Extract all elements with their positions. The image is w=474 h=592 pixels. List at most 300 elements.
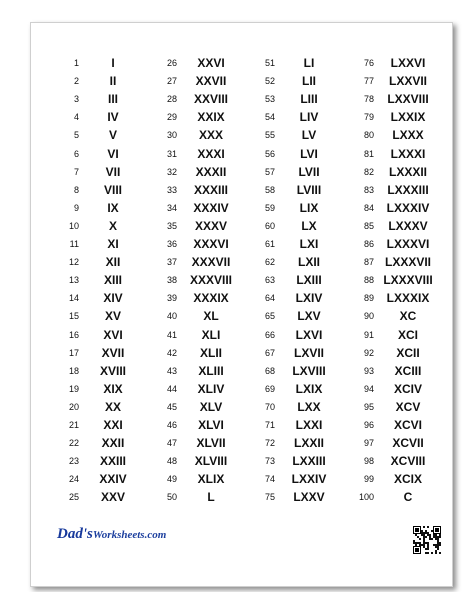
roman-numeral: XLVIII [194, 454, 228, 469]
roman-numeral: LXXVI [390, 56, 426, 70]
table-row [149, 182, 245, 199]
arabic-number: 51 [264, 58, 275, 68]
arabic-number: 7 [73, 166, 79, 177]
arabic-number: 93 [363, 365, 374, 376]
table-row [149, 327, 245, 344]
roman-numeral: LXX [297, 399, 321, 414]
arabic-number: 69 [264, 383, 275, 394]
table-row [149, 399, 245, 416]
table-row [346, 164, 442, 181]
roman-numeral: LXXXV [388, 218, 428, 233]
arabic-number: 50 [166, 492, 177, 503]
table-row [247, 471, 343, 488]
table-row [346, 55, 442, 72]
table-row [149, 272, 245, 289]
roman-numeral: XXXVIII [189, 273, 233, 288]
arabic-number: 5 [73, 130, 79, 141]
arabic-number: 88 [363, 275, 374, 286]
arabic-number: 78 [363, 94, 374, 105]
roman-numeral: XLVII [196, 436, 226, 451]
table-row [149, 417, 245, 434]
arabic-number: 58 [264, 184, 275, 195]
roman-numeral: LXI [299, 237, 319, 251]
arabic-number: 19 [68, 383, 79, 394]
arabic-number: 54 [264, 112, 275, 123]
roman-numeral: XIII [103, 273, 122, 288]
arabic-number: 3 [73, 94, 79, 105]
table-row [51, 109, 147, 126]
table-row [149, 254, 245, 271]
table-row [346, 218, 442, 235]
arabic-number: 75 [264, 492, 275, 503]
table-row [51, 164, 147, 181]
arabic-number: 20 [68, 401, 79, 412]
arabic-number: 60 [264, 220, 275, 231]
roman-numeral: XCVIII [390, 454, 426, 469]
roman-numeral: LXVI [295, 327, 323, 342]
table-row [247, 381, 343, 398]
logo-word-worksheets: Worksheets.com [92, 529, 167, 541]
table-row [51, 345, 147, 362]
table-row [149, 164, 245, 181]
arabic-number: 43 [166, 365, 177, 376]
table-row [247, 109, 343, 126]
roman-numeral: XCI [397, 327, 418, 342]
roman-numeral: LIX [299, 200, 319, 215]
arabic-number: 89 [363, 293, 374, 304]
roman-numeral: XV [104, 309, 121, 324]
arabic-number: 38 [166, 275, 177, 286]
arabic-number: 52 [264, 76, 275, 87]
roman-numeral: LXIV [295, 291, 323, 306]
arabic-number: 95 [363, 401, 374, 412]
roman-numeral: LXII [297, 255, 320, 270]
roman-numeral: LIV [299, 110, 319, 125]
arabic-number: 56 [264, 148, 275, 159]
roman-numeral: L [207, 490, 215, 505]
arabic-number: 32 [166, 166, 177, 177]
arabic-number: 74 [264, 474, 275, 485]
roman-numeral: LXXXII [388, 164, 427, 179]
arabic-number: 16 [68, 329, 79, 340]
roman-numeral: LVI [300, 146, 318, 161]
roman-numeral: VIII [103, 182, 122, 197]
roman-numeral-table [31, 23, 452, 503]
table-row [346, 327, 442, 344]
table-row [247, 308, 343, 325]
table-row [51, 417, 147, 434]
roman-numeral: XXIX [197, 110, 225, 125]
table-row [247, 218, 343, 235]
roman-numeral: XXXII [195, 164, 227, 179]
roman-numeral: XXXVI [193, 237, 229, 251]
table-row [149, 73, 245, 90]
arabic-number: 33 [166, 184, 177, 195]
arabic-number: 83 [363, 184, 374, 195]
table-row [247, 272, 343, 289]
table-row [247, 55, 343, 72]
arabic-number: 28 [166, 94, 177, 105]
table-row [51, 453, 147, 470]
roman-numeral: LI [303, 56, 315, 70]
arabic-number: 65 [264, 311, 275, 322]
roman-numeral: LXIX [295, 381, 323, 396]
roman-numeral: LXXV [293, 490, 325, 505]
table-row [247, 399, 343, 416]
table-row [247, 127, 343, 144]
table-row [346, 272, 442, 289]
arabic-number: 29 [166, 112, 177, 123]
table-row [149, 308, 245, 325]
table-row [51, 489, 147, 506]
arabic-number: 68 [264, 365, 275, 376]
table-row [247, 327, 343, 344]
table-row [51, 308, 147, 325]
arabic-number: 100 [358, 492, 374, 503]
roman-numeral: VI [107, 146, 119, 161]
roman-numeral: LXXIII [292, 454, 326, 469]
arabic-number: 64 [264, 293, 275, 304]
arabic-number: 55 [264, 130, 275, 141]
table-row [247, 254, 343, 271]
roman-numeral: XXX [198, 128, 223, 143]
roman-numeral: XLV [199, 399, 223, 414]
logo-word-dads: Dad's [57, 526, 93, 542]
roman-numeral: VII [105, 164, 121, 179]
table-row [51, 435, 147, 452]
arabic-number: 10 [68, 220, 79, 231]
table-row [346, 182, 442, 199]
roman-numeral: XXXIII [193, 182, 228, 197]
roman-numeral: XC [399, 309, 417, 324]
dadsworksheets-logo [57, 526, 166, 543]
arabic-number: 30 [166, 130, 177, 141]
roman-numeral: LXVII [293, 345, 324, 360]
roman-numeral: XLIX [197, 472, 225, 487]
arabic-number: 67 [264, 347, 275, 358]
roman-numeral: XCIX [393, 472, 422, 487]
roman-numeral: XCIII [394, 363, 422, 378]
table-row [149, 381, 245, 398]
table-row [51, 218, 147, 235]
table-row [51, 254, 147, 271]
roman-numeral: XIV [103, 291, 123, 306]
table-row [149, 453, 245, 470]
table-row [247, 164, 343, 181]
roman-numeral: XCVI [393, 418, 422, 432]
roman-numeral: XLII [199, 345, 222, 360]
table-row [247, 182, 343, 199]
arabic-number: 26 [166, 58, 177, 68]
roman-numeral: XXXVII [191, 255, 231, 270]
table-row [51, 55, 147, 72]
table-row [247, 146, 343, 163]
roman-numeral: LXVIII [292, 363, 326, 378]
roman-numeral: III [107, 92, 118, 107]
arabic-number: 82 [363, 166, 374, 177]
table-row [51, 381, 147, 398]
table-row [51, 471, 147, 488]
roman-numeral: LXXVII [388, 74, 427, 89]
roman-numeral: LXXXIV [386, 200, 430, 215]
arabic-number: 87 [363, 257, 374, 268]
arabic-number: 14 [68, 293, 79, 304]
roman-numeral: LII [302, 74, 316, 89]
roman-numeral: IX [107, 200, 119, 215]
roman-numeral: XX [104, 399, 121, 414]
arabic-number: 61 [264, 239, 275, 249]
roman-numeral: XCV [395, 399, 421, 414]
table-row [346, 489, 442, 506]
roman-numeral: XXIV [99, 472, 127, 487]
arabic-number: 45 [166, 401, 177, 412]
arabic-number: 62 [264, 257, 275, 268]
roman-numeral: XVI [103, 327, 123, 342]
table-row [247, 489, 343, 506]
arabic-number: 92 [363, 347, 374, 358]
table-row [149, 290, 245, 307]
roman-numeral: XVIII [99, 363, 126, 378]
table-row [346, 417, 442, 434]
table-row [346, 127, 442, 144]
arabic-number: 40 [166, 311, 177, 322]
roman-numeral: XXXV [194, 218, 227, 233]
arabic-number: 8 [73, 184, 79, 195]
arabic-number: 1 [73, 58, 79, 68]
arabic-number: 23 [68, 456, 79, 467]
roman-numeral: XLVI [198, 418, 224, 432]
arabic-number: 39 [166, 293, 177, 304]
table-row [346, 471, 442, 488]
roman-numeral: LIII [300, 92, 318, 107]
arabic-number: 98 [363, 456, 374, 467]
arabic-number: 4 [73, 112, 79, 123]
roman-numeral: XXV [100, 490, 125, 505]
roman-numeral: LXXVIII [387, 92, 429, 107]
arabic-number: 53 [264, 94, 275, 105]
table-row [51, 236, 147, 253]
table-row [247, 417, 343, 434]
roman-numeral: XCII [396, 345, 420, 360]
table-row [51, 127, 147, 144]
arabic-number: 37 [166, 257, 177, 268]
arabic-number: 18 [68, 365, 79, 376]
roman-numeral: XXVII [195, 74, 227, 89]
roman-numeral: XII [105, 255, 121, 270]
roman-numeral: LV [301, 128, 317, 143]
roman-numeral: XXXIV [193, 200, 229, 215]
arabic-number: 85 [363, 220, 374, 231]
arabic-number: 48 [166, 456, 177, 467]
roman-numeral: XCIV [393, 381, 422, 396]
table-row [247, 290, 343, 307]
roman-numeral: XLIII [198, 363, 224, 378]
arabic-number: 42 [166, 347, 177, 358]
arabic-number: 34 [166, 202, 177, 213]
roman-numeral: I [111, 56, 115, 70]
table-row [346, 399, 442, 416]
roman-numeral: LXIII [296, 273, 322, 288]
table-row [247, 453, 343, 470]
arabic-number: 15 [68, 311, 79, 322]
arabic-number: 91 [363, 329, 374, 340]
table-row [346, 109, 442, 126]
arabic-number: 22 [68, 438, 79, 449]
roman-numeral: V [108, 128, 117, 143]
table-row [346, 435, 442, 452]
table-row [149, 55, 245, 72]
roman-numeral: LXXXI [390, 146, 426, 161]
roman-numeral: LVIII [296, 182, 322, 197]
roman-numeral: LXXI [295, 418, 323, 432]
table-row [346, 308, 442, 325]
arabic-number: 47 [166, 438, 177, 449]
table-row [346, 254, 442, 271]
roman-numeral: XVII [101, 345, 125, 360]
arabic-number: 77 [363, 76, 374, 87]
table-row [149, 471, 245, 488]
arabic-number: 86 [363, 239, 374, 249]
table-row [149, 435, 245, 452]
roman-numeral: XXVIII [193, 92, 228, 107]
roman-numeral: LX [301, 218, 317, 233]
table-row [247, 363, 343, 380]
table-row [346, 381, 442, 398]
roman-numeral: X [108, 218, 117, 233]
table-row [51, 327, 147, 344]
arabic-number: 27 [166, 76, 177, 87]
qr-code-icon [413, 526, 441, 554]
arabic-number: 41 [166, 329, 177, 340]
arabic-number: 66 [264, 329, 275, 340]
table-row [346, 453, 442, 470]
arabic-number: 97 [363, 438, 374, 449]
table-row [149, 363, 245, 380]
roman-numeral: XLIV [197, 381, 225, 396]
arabic-number: 25 [68, 492, 79, 503]
table-row [51, 399, 147, 416]
table-row [346, 363, 442, 380]
roman-numeral: LXXX [392, 128, 424, 143]
table-row [346, 91, 442, 108]
arabic-number: 46 [166, 420, 177, 430]
arabic-number: 21 [68, 420, 79, 430]
table-row [51, 363, 147, 380]
arabic-number: 44 [166, 383, 177, 394]
roman-numeral: II [109, 74, 117, 89]
roman-numeral: XIX [103, 381, 123, 396]
table-row [149, 345, 245, 362]
table-row [247, 91, 343, 108]
arabic-number: 71 [264, 420, 275, 430]
roman-numeral: XXI [103, 418, 123, 432]
roman-numeral: XLI [201, 327, 221, 342]
table-row [346, 236, 442, 253]
roman-numeral: XCVII [392, 436, 424, 451]
table-row [51, 200, 147, 217]
table-row [149, 146, 245, 163]
table-row [51, 73, 147, 90]
roman-numeral: LXV [297, 309, 321, 324]
arabic-number: 12 [68, 257, 79, 268]
table-row [247, 200, 343, 217]
table-row [149, 127, 245, 144]
roman-numeral: XXXI [197, 146, 225, 161]
table-row [346, 73, 442, 90]
roman-numeral: XI [107, 237, 119, 251]
arabic-number: 36 [166, 239, 177, 249]
table-row [346, 146, 442, 163]
roman-numeral: C [403, 490, 413, 505]
table-row [149, 236, 245, 253]
arabic-number: 81 [363, 148, 374, 159]
arabic-number: 94 [363, 383, 374, 394]
arabic-number: 49 [166, 474, 177, 485]
roman-numeral: LXXXIII [387, 182, 429, 197]
arabic-number: 35 [166, 220, 177, 231]
roman-numeral: XXII [101, 436, 125, 451]
roman-numeral: XL [203, 309, 219, 324]
table-row [51, 146, 147, 163]
table-row [149, 91, 245, 108]
table-row [51, 290, 147, 307]
worksheet-page [30, 22, 453, 587]
arabic-number: 96 [363, 420, 374, 430]
table-row [346, 345, 442, 362]
table-row [247, 345, 343, 362]
roman-numeral: LXXXVIII [383, 273, 433, 288]
arabic-number: 90 [363, 311, 374, 322]
arabic-number: 11 [69, 239, 79, 249]
roman-numeral: LXXIV [291, 472, 327, 487]
arabic-number: 76 [363, 58, 374, 68]
table-row [51, 272, 147, 289]
table-row [247, 236, 343, 253]
arabic-number: 17 [68, 347, 79, 358]
table-row [149, 218, 245, 235]
arabic-number: 9 [73, 202, 79, 213]
table-row [51, 182, 147, 199]
roman-numeral: LVII [298, 164, 320, 179]
table-row [346, 200, 442, 217]
arabic-number: 6 [73, 148, 79, 159]
table-row [247, 435, 343, 452]
arabic-number: 2 [73, 76, 79, 87]
arabic-number: 84 [363, 202, 374, 213]
arabic-number: 59 [264, 202, 275, 213]
arabic-number: 57 [264, 166, 275, 177]
roman-numeral: LXXII [293, 436, 324, 451]
roman-numeral: LXXXVII [384, 255, 431, 270]
arabic-number: 99 [363, 474, 374, 485]
arabic-number: 24 [68, 474, 79, 485]
arabic-number: 79 [363, 112, 374, 123]
arabic-number: 70 [264, 401, 275, 412]
roman-numeral: XXIII [99, 454, 126, 469]
roman-numeral: LXXIX [390, 110, 426, 125]
table-row [149, 489, 245, 506]
table-row [247, 73, 343, 90]
roman-numeral: IV [107, 110, 119, 125]
arabic-number: 13 [68, 275, 79, 286]
table-row [346, 290, 442, 307]
arabic-number: 31 [166, 148, 177, 159]
roman-numeral: XXXIX [193, 291, 229, 306]
arabic-number: 72 [264, 438, 275, 449]
table-row [51, 91, 147, 108]
arabic-number: 80 [363, 130, 374, 141]
table-row [149, 200, 245, 217]
